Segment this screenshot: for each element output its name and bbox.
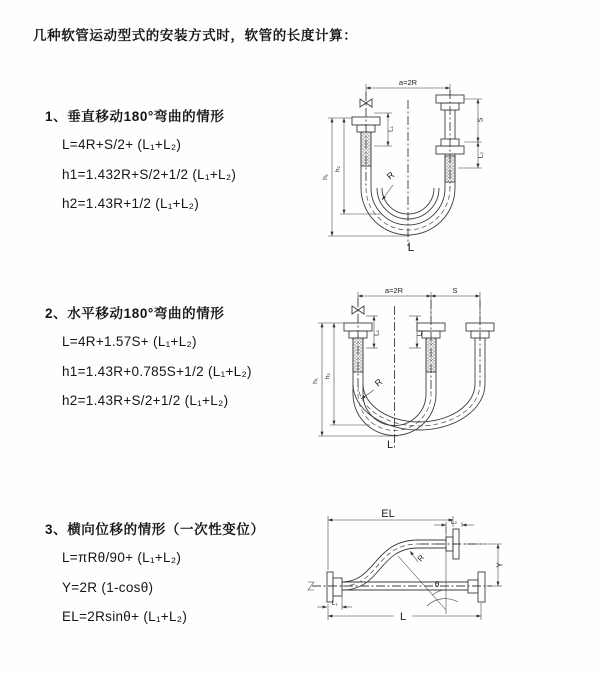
section-3: [45, 521, 265, 638]
dim-label-a: a=2R: [384, 286, 404, 295]
radius-callout: [382, 169, 397, 200]
dim-label-l: L: [399, 611, 407, 623]
section-2-heading: 2、水平移动180°弯曲的情形: [45, 306, 225, 321]
hose-outline: [361, 188, 455, 235]
section-2: [45, 305, 252, 422]
dim-label-l2: L₂: [450, 518, 458, 526]
hose-outline: [342, 540, 446, 590]
dimension-h1-h2: [312, 323, 398, 436]
section-1: [45, 108, 236, 225]
formula: L=πRθ/90+ (L₁+L₂): [62, 550, 182, 565]
radius-callout: [410, 551, 426, 563]
diagram-vertical-180-bend: [316, 76, 590, 258]
hose-outline: [353, 384, 485, 436]
formula: L=4R+1.57S+ (L₁+L₂): [62, 334, 197, 349]
dimension-l1: [317, 596, 352, 610]
dim-label-s: S: [477, 117, 485, 123]
formula: h1=1.432R+S/2+1/2 (L₁+L₂): [62, 166, 237, 182]
dimension-el: [328, 508, 453, 570]
flange: [327, 572, 485, 602]
dimension-l1: [374, 113, 395, 146]
dimension-a2r: [366, 78, 450, 97]
dim-label-a: a=2R: [398, 78, 418, 87]
centerlines: [366, 90, 450, 246]
radius-callout: [361, 376, 385, 399]
angle-theta: [398, 556, 458, 610]
section-3-heading: 3、横向位移的情形（一次性变位）: [45, 522, 265, 537]
centerlines: [312, 544, 492, 586]
section-1-heading: 1、垂直移动180°弯曲的情形: [45, 109, 225, 124]
formula: EL=2Rsinθ+ (L₁+L₂): [62, 609, 188, 624]
dim-label-el: EL: [381, 508, 395, 520]
dim-label-r: R: [415, 553, 427, 564]
dimension-s: [464, 99, 485, 142]
dim-label-l1: L₁: [373, 330, 381, 336]
dim-label-h2: h₂: [324, 372, 332, 380]
dim-label-h1: h₁: [322, 174, 329, 180]
formula: L=4R+S/2+ (L₁+L₂): [62, 137, 182, 152]
dimension-l2: [409, 316, 424, 348]
dim-label-y: Y: [495, 562, 505, 568]
formula: h1=1.43R+0.785S+1/2 (L₁+L₂): [62, 363, 252, 379]
formula: h2=1.43R+1/2 (L₁+L₂): [62, 196, 200, 211]
dim-label-s: S: [452, 286, 458, 295]
formula: Y=2R (1-cosθ): [62, 579, 154, 595]
dim-label-l1: L₁: [387, 126, 395, 132]
dim-label-l1: L₁: [331, 600, 338, 607]
dim-label-h1: h₁: [312, 378, 319, 384]
centerlines: [358, 298, 480, 448]
dim-label-l2: L₂: [416, 329, 424, 337]
dim-label-r: R: [372, 376, 385, 389]
dim-label-l2: L₂: [477, 151, 485, 159]
dimension-l1: [366, 316, 381, 348]
valve-icon: [352, 306, 364, 314]
diagram-horizontal-180-bend: [310, 284, 600, 456]
dimension-l: [328, 603, 481, 623]
dim-label-r: R: [384, 169, 397, 182]
dim-label-l: L: [386, 439, 394, 451]
diagram-lateral-displacement: [300, 498, 600, 646]
dim-label-theta: θ: [434, 580, 440, 589]
dim-label-h2: h₂: [334, 165, 342, 173]
dimension-l2: [434, 519, 474, 535]
formula: h2=1.43R+S/2+1/2 (L₁+L₂): [62, 393, 229, 408]
dim-label-l: L: [407, 240, 415, 254]
page-title: 几种软管运动型式的安装方式时，软管的长度计算：: [33, 28, 358, 43]
